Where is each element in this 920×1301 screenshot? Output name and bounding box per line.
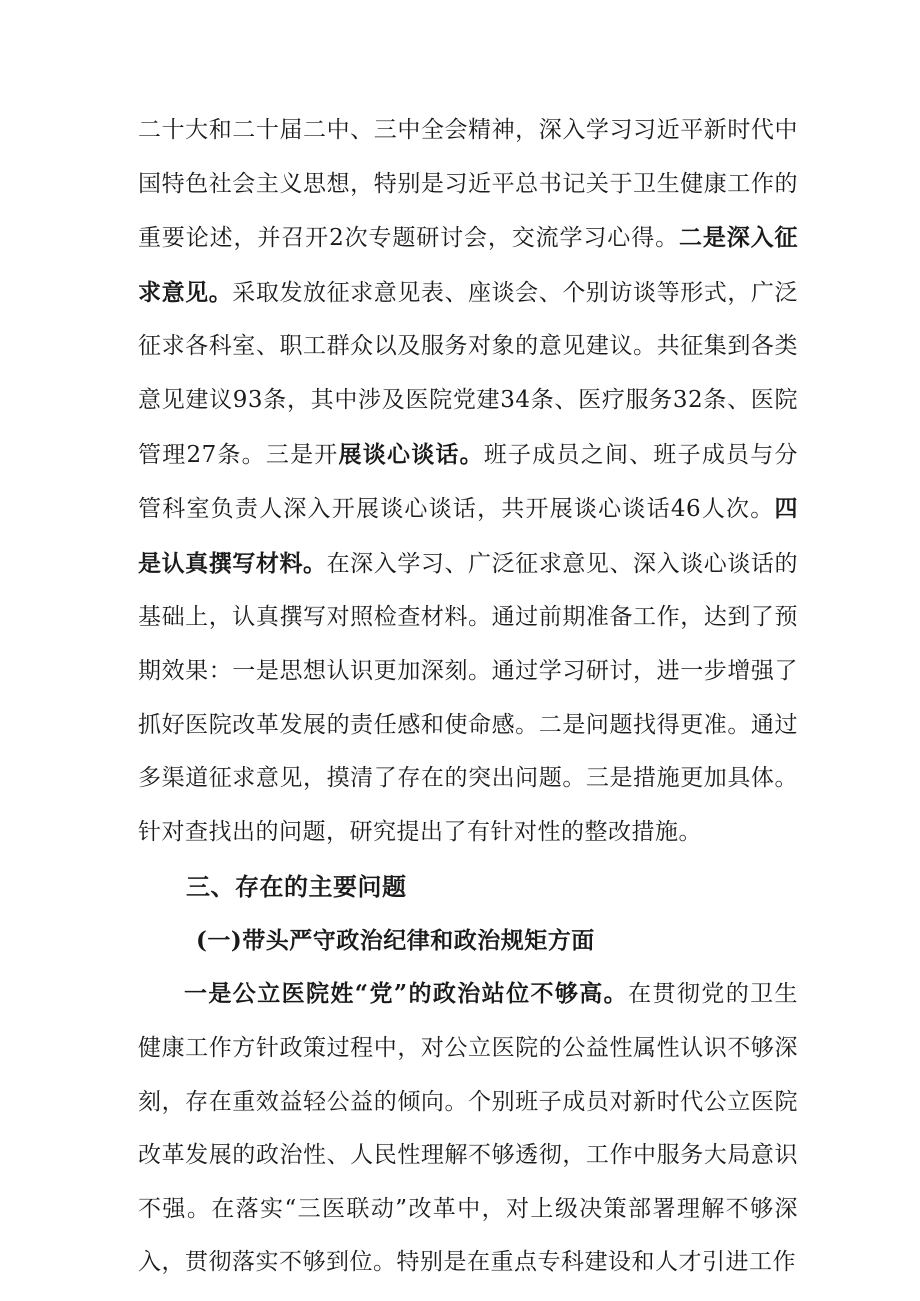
- bold-point-title: 展谈心谈话。: [338, 440, 484, 468]
- body-paragraph: [138, 967, 798, 1290]
- bold-point-title: 一是公立医院姓“党”的政治站位不够高。: [184, 980, 629, 1008]
- section-heading: 三、存在的主要问题: [186, 873, 407, 902]
- document-body: [138, 104, 798, 1290]
- paragraph-text: 采取发放征求意见表、座谈会、个别访谈等形式，广泛征求各科室、职工群众以及服务对象的意见建议。共征集到各类意见建议93条，其中涉及医院党建34条、医疗服务32条、医院管理27条。三是开: [138, 279, 799, 468]
- paragraph-text: 二十大和二十届二中、三中全会精神，深入学习习近平新时代中国特色社会主义思想，特别是习近平总书记关于卫生健康工作的重要论述，并召开2次专题研讨会，交流学习心得。: [138, 117, 798, 252]
- paragraph-text: 班子成员之间、班子成员与分管科室负责人深入开展谈心谈话，共开展谈心谈话46人次。: [138, 441, 798, 523]
- body-paragraph: [138, 104, 798, 859]
- paragraph-text: 在贯彻党的卫生健康工作方针政策过程中，对公立医院的公益性属性认识不够深刻，存在重效益轻公益的倾向。个别班子成员对新时代公立医院改革发展的政治性、人民性理解不够透彻，工作中服务大局意识不强。在落实“三医联动”改革中，对上级决策部署理解不够深入，贯彻落实不够到位。特别是在重点专科建设和人才引进工作: [138, 981, 799, 1276]
- bold-point-title: 四是认真撰写材料。: [138, 495, 798, 577]
- subsection-heading: (一)带头严守政治纪律和政治规矩方面: [196, 927, 595, 955]
- bold-point-title: 二是深入征求意见。: [138, 224, 799, 306]
- paragraph-text: 在深入学习、广泛征求意见、深入谈心谈话的基础上，认真撰写对照检查材料。通过前期准备工作，达到了预期效果：一是思想认识更加深刻。通过学习研讨，进一步增强了抓好医院改革发展的责任感和使命感。二是问题找得更准。通过多渠道征求意见，摸清了存在的突出问题。三是措施更加具体。针对查找出的问题，研究提出了有针对性的整改措施。: [138, 550, 799, 845]
